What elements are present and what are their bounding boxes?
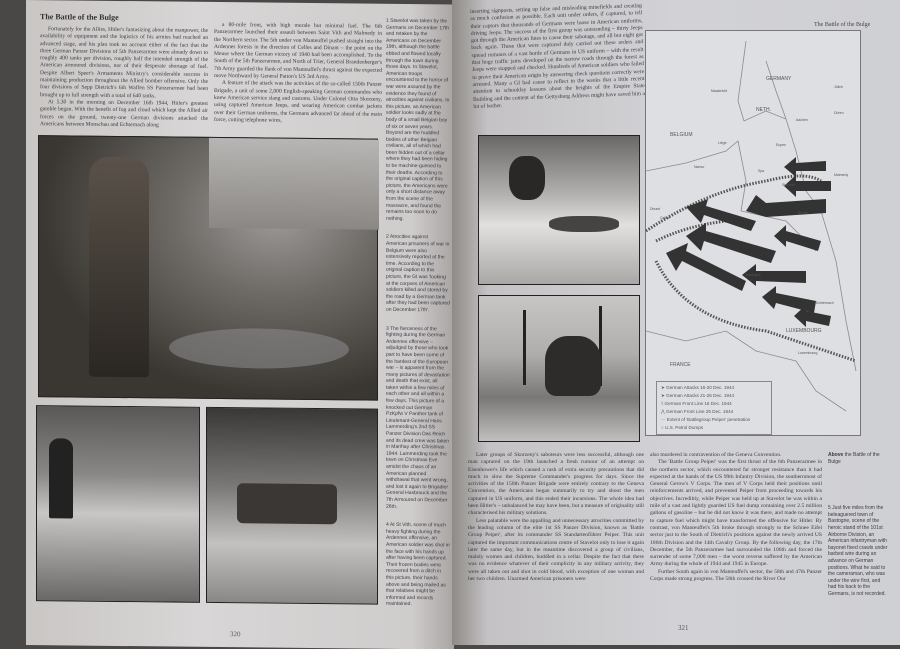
city-label: Echternach [816, 301, 834, 305]
paragraph: The 'Battle Group Peiper' was the first thrust of the 6th Panzerarmee in the northern sector, which encountered far stronger resistance than it had expected at the hands of the US 99th Infantry Division, the southernmost of General Gerow's V Corps. The men of V Corps held their positions until reinforcements arrived, and prevented Peiper from proceeding towards his objectives. Incredibly, while Peiper was held up at Stavelot he was within a mile of a vast and lightly guarded US fuel dump containing over 2.5 million gallons of gasoline – but he did not know it was there, and made no attempt to capture fuel which might have transformed the offensive for Hitler. By contrast, von Manteuffel's 5th broke through strongly to the Schnee Eifel sector just to the South of Dietrich's positions against the newly arrived US 106th Division and the 14th Cavalry Group. By the following day, the 17th December, the 5th Panzerarmee had surrounded the 106th and forced the surrender of some 7,000 men – the worst reverse suffered by the American Army during the whole of 1944 and 1945 in Europe. [650, 459, 822, 568]
body-column-2 [650, 452, 822, 612]
paragraph: Fortunately for the Allies, Hitler's fantasizing about the manpower, the availability of equipment and the logistics of his armies had reached an advanced stage, and his plan took no account either of the fact that the three German Panzer Divisions of 5th Panzerarmee were already down to roughly 400 tanks per division, roughly half the intended strength of the American armoured divisions, nor of their desperate shortage of fuel. Despite Albert Speer's Armaments Ministry's considerable success in maintaining production throughout the Allied bomber offensive. Only the four divisions of Sepp Dietrich's 6th Waffen SS Panzerarmee had been brought up to full strength with a total of 640 tanks. [40, 26, 208, 100]
paragraph: A feature of the attack was the activities of the so-called 150th Panzer Brigade, a unit of some 2,000 English-speaking German commandos who knew American service slang and customs. Under Colonel Otto Skorzeny, using captured American Jeeps, and wearing American combat jackets over their German uniforms, the Germans advanced far ahead of the main force, cutting telephone wires, [214, 80, 382, 124]
paragraph: a 80-mile front, with high morale but minimal fuel. The 6th Panzerarmee launched their assault between Saint Vith and Malmedy in the Northern sector. The 5th under von Manteuffel pushed straight into the Ardennes forests in the direction of Celles and Dinant – the point on the Meuse where the German victory of 1940 had been accomplished. To the South of the 5th Panzerarmee, and North of Trier, General Brandenberger's 7th Army guarded the flank of von Manteuffel's thrust against the expected move Northward by General Patton's US 3rd Army. [214, 22, 382, 81]
page-number-right: 321 [678, 624, 689, 632]
map-svg [646, 31, 860, 435]
tank-silhouette [237, 483, 337, 524]
city-label: Maastricht [711, 89, 728, 93]
photo-st-vith [36, 405, 200, 603]
city-label: Luxembourg [798, 351, 818, 355]
city-label: Düren [834, 111, 844, 115]
paragraph: At 5.30 in the morning on December 16th 1944, Hitler's greatest gamble began. With the benefit of fog and cloud which kept the Allied air forces on the ground, twenty-one German divisions attacked the Americans between Monschau and Echternach along [40, 99, 208, 129]
body-column-1 [40, 26, 208, 129]
city-label: Stavelot [782, 183, 795, 187]
paragraph: also murdered in contravention of the Geneva Convention. [650, 452, 782, 458]
caption-4: 4 At St Vith, scene of much heavy fighting during the Ardennes offensive, an American soldier was shot in the face with his hands up after having been captured. Their frozen bodies were recovered from a ditch in this picture, their hands above and being mailed as that relatives might be informed and records maintained. [386, 521, 450, 608]
city-label: Namur [694, 165, 705, 169]
right-page [452, 0, 900, 645]
fence-post [523, 310, 526, 385]
legend-petrol-dumps: ○ U.S. Petrol Dumps [661, 425, 704, 430]
city-label: Liège [718, 141, 727, 145]
map-label-germany: GERMANY [766, 76, 792, 82]
city-label: Malmedy [834, 173, 849, 177]
legend-peiper: ⋯ Extent of 'Battlegroup Peiper' penetration [661, 417, 751, 422]
city-label: Dinant [650, 207, 661, 211]
legend-label: German Attacks 16-20 Dec. 1944 [666, 385, 735, 390]
paragraph: Less palatable were the appalling and unnecessary atrocities committed by the leading column of the elite 1st SS Panzer Division, known as 'Battle Group Peiper', after its commander SS Standartenführer Peiper. This unit captured the important communications centre of Stavelot only to lose it again later the same day, but in the meantime discovered a group of civilians, mainly women and children, huddled in a cellar. Despite the fact that there was no evidence whatever of their complicity in any military activity, they were all taken out and shot in cold blood, with exception of one woman and her two children. Unarmed American prisoners were [468, 517, 644, 583]
photo-stavelot-civilians [38, 135, 378, 401]
soldier-figure [89, 157, 149, 378]
city-label: Eupen [776, 143, 787, 147]
running-head: The Battle of the Bulge [814, 22, 871, 28]
caption-text: the Battle of the Bulge [828, 452, 880, 465]
caption-3: 3 The fierceness of the fighting during the German Ardennes offensive – adjudged by those who took part to have been some of the hardest of the European war – is apparent from the many pictures of devastation and death that exist, all taken within a few miles of each other and all within a few days. This picture of a knocked out German PzKpfw V Panther tank of Lieutenant-General Hans Lammerding's 2nd SS Panzer Division Das Reich and its dead crew was taken in Manhay after Christmas 1944. Lammerding took the town on Christmas Eve amidst the chaos of an American planned withdrawal that went wrong, and lost it again to Brigadier General Hasbrouck and the 7th Armoured on December 26th. [386, 325, 450, 510]
map-label-belgium: BELGIUM [670, 132, 693, 138]
attack-arrow [762, 286, 816, 313]
caption-map [828, 452, 888, 465]
map-label-france: FRANCE [670, 362, 691, 368]
page-number-left: 320 [230, 630, 241, 639]
map-label-netherlands: NETH. [756, 107, 771, 113]
caption-bold: Above [828, 452, 844, 458]
chapter-title: The Battle of the Bulge [40, 12, 119, 22]
soldier-figure [49, 438, 73, 518]
left-page [26, 0, 454, 649]
photo-panther-tank [206, 407, 378, 605]
legend-attacks-16-20: ➤ German Attacks 16-20 Dec. 1944 [661, 385, 735, 390]
body-figure [549, 216, 619, 232]
city-label: Aachen [796, 118, 808, 122]
legend-front-25: ⋀ German Front Line 25 Dec. 1944 [661, 409, 734, 414]
legend-label: U.S. Petrol Dumps [665, 425, 704, 430]
body-column-1 [468, 452, 644, 612]
city-label: Bastogne [746, 273, 761, 277]
caption-5: 5 Just five miles from the beleaguered town of Bastogne, scene of the heroic stand of the 101st Airborne Division, an American infantryman with bayonet fixed crawls under barbed wire during an advance on German positions. What he said to the cameraman, who was under the wire first, and had his back to the Germans, is not recorded. [828, 505, 888, 597]
map-legend [656, 381, 772, 435]
paragraph: Further South again in von Manteuffel's sector, the 58th and 47th Panzer Corps made strong progress. The 58th crossed the River Our [650, 568, 822, 583]
photo-captions [386, 18, 450, 609]
legend-label: German Front Line 16 Dec. 1944 [664, 401, 732, 406]
debris [169, 327, 349, 369]
attack-arrow [784, 157, 826, 177]
legend-attacks-21-25: ➤ German Attacks 21-25 Dec. 1944 [661, 393, 735, 398]
legend-label: German Attacks 21-25 Dec. 1944 [666, 393, 735, 398]
paragraph: Later groups of Skorzeny's saboteurs were less successful, although one man captured on the 19th launched a fresh rumour of an attempt on Eisenhower's life which caused a rash of extra security precautions that did much to slow the Supreme Commander's progress for days. Since the activities of the 150th Panzer Brigade were entirely contrary to the Geneva Convention, the Americans began summarily to try and shoot the men captured in US uniform, and this ended their incursions. The whole idea had been Hitler's – unbalanced he may have been, but a measure of originality still characterised his military solutions. [468, 452, 644, 517]
legend-label: German Front Line 25 Dec. 1944 [666, 409, 734, 414]
building [209, 138, 379, 230]
attack-arrow [774, 225, 821, 251]
city-label: Celles [660, 216, 670, 220]
legend-label: Extent of 'Battlegroup Peiper' penetration [666, 417, 751, 422]
attack-arrow [746, 195, 826, 217]
soldier-figure [509, 156, 545, 200]
photo-bastogne-infantryman [478, 295, 640, 442]
photo-fallen-soldiers [478, 135, 640, 285]
city-label: Jülich [834, 85, 843, 89]
caption-1: 1 Stavelot was taken by the Germans on December 17th and retaken by the Americans on December 19th, although the battle ebbed and flowed locally through the town during those days. In Stavelot, American troops encountered to the horror of war were assured by the evidence they found of atrocities against civilians. In this picture, an American soldier looks sadly at the body of a small Belgian boy of six or seven years. Beyond are the huddled bodies of other Belgian civilians, all of which had been hidden out of a cellar where they had been hiding to be machine-gunned to their deaths. According to the original caption of this picture, the Americans were only a short distance away from the scene of the massacre, and found the remains too soon to do nothing. [386, 17, 450, 222]
caption-2: 2 Atrocities against American prisoners of war in Belgium were also extensively reported at the time. According to the original caption to this picture, the GI was 'looking at the corpses of American soldiers killed and stored by the road by a German tank after they had been captured on December 17th'. [386, 234, 450, 314]
soldier-figure [545, 336, 601, 396]
legend-front-16: ⌇ German Front Line 16 Dec. 1944 [661, 401, 732, 406]
top-text: inserting signposts, setting up false and misleading minefields and creating as much confusion as possible. Each unit under orders, if captured, to tell their captors that thousands of Germans were loose in American uniforms, driving Jeeps. The success of the first group was outstanding – thirty Jeeps got through the American lines to cause their sabotage, and all but eight got back again. Those that were captured duly carried out these orders and spread rumours of a vast horde of Germans in US uniform – with the result that huge traffic jams developed on the narrow roads through the forest as Jeeps were stopped and checked. Hundreds of American soldiers who failed to prove their American origin by answering check questions correctly were arrested. Many a GI had cause to reflect in the weeks that a little recent attention to schoolday lessons about the heights of the Empire State Building and the content of the Gettysburg Address might have saved him a lot of bother. [469, 3, 646, 110]
attack-arrow [686, 223, 776, 263]
city-label: St Vith [798, 211, 809, 215]
body-column-2 [214, 22, 382, 134]
city-label: Spa [758, 169, 765, 173]
map-battle-of-the-bulge [645, 30, 861, 436]
map-label-luxembourg: LUXEMBOURG [786, 328, 822, 334]
captions-right [828, 452, 888, 610]
